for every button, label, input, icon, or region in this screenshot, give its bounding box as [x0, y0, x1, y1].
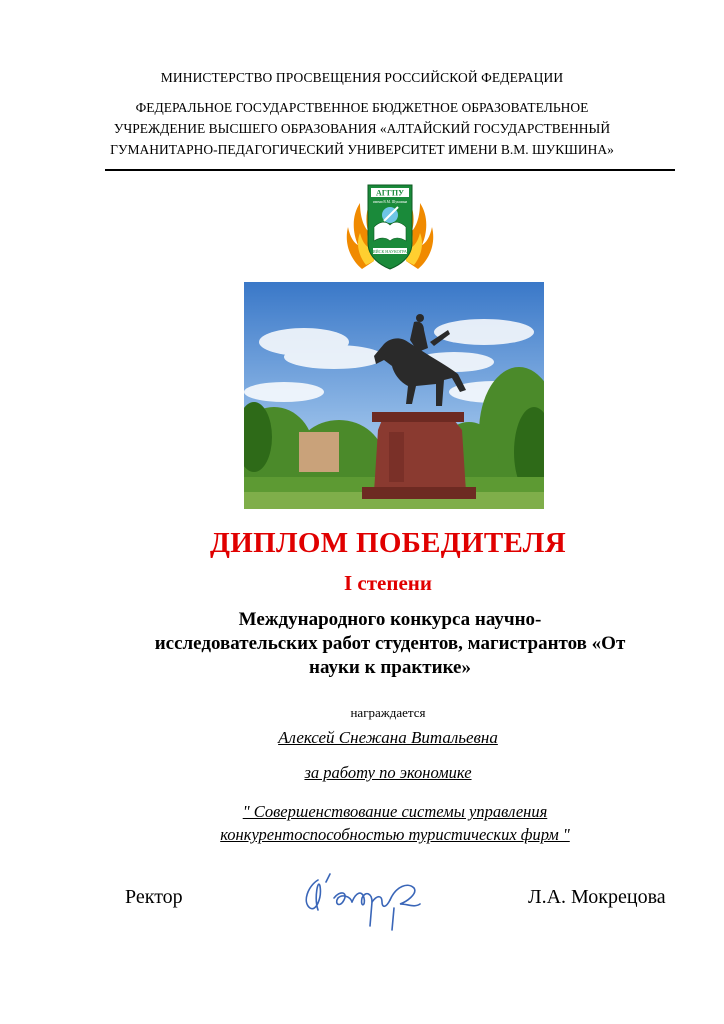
contest-name [110, 608, 670, 680]
rector-label: Ректор [125, 886, 183, 908]
work-title [150, 800, 640, 846]
institution-line: УЧРЕЖДЕНИЕ ВЫСШЕГО ОБРАЗОВАНИЯ «АЛТАЙСКИЙ ГОСУДАРСТВЕННЫЙ [113, 121, 611, 136]
awarded-label: награждается [350, 705, 426, 720]
institution-line: ФЕДЕРАЛЬНОЕ ГОСУДАРСТВЕННОЕ БЮДЖЕТНОЕ ОБРАЗОВАТЕЛЬНОЕ [135, 100, 589, 115]
ministry-heading: МИНИСТЕРСТВО ПРОСВЕЩЕНИЯ РОССИЙСКОЙ ФЕДЕРАЦИИ [160, 70, 564, 85]
rector-signature [296, 868, 431, 938]
contest-line: науки к практике» [309, 657, 471, 678]
diploma-degree: I степени [344, 571, 432, 595]
institution-heading [0, 97, 724, 160]
rector-name: Л.А. Мокрецова [528, 886, 666, 908]
svg-text:имени В.М. Шукшина: имени В.М. Шукшина [372, 200, 408, 204]
institution-line: ГУМАНИТАРНО-ПЕДАГОГИЧЕСКИЙ УНИВЕРСИТЕТ ИМЕНИ В.М. ШУКШИНА» [110, 142, 614, 157]
recipient-name: Алексей Снежана Витальевна [278, 728, 498, 747]
work-title-line: " Совершенствование системы управления [242, 802, 548, 821]
svg-text:БИЙСК НАУКОГРАД: БИЙСК НАУКОГРАД [370, 248, 410, 254]
contest-line: исследовательских работ студентов, магистрантов «От [154, 633, 626, 654]
diploma-title: ДИПЛОМ ПОБЕДИТЕЛЯ [210, 527, 566, 559]
monument-photo [244, 282, 544, 509]
svg-text:АГГПУ: АГГПУ [375, 188, 405, 198]
work-field: за работу по экономике [304, 763, 472, 782]
work-title-line: конкурентоспособностью туристических фирм " [220, 825, 570, 844]
university-logo [340, 181, 440, 273]
header-divider [105, 169, 675, 171]
contest-line: Международного конкурса научно- [238, 609, 542, 630]
